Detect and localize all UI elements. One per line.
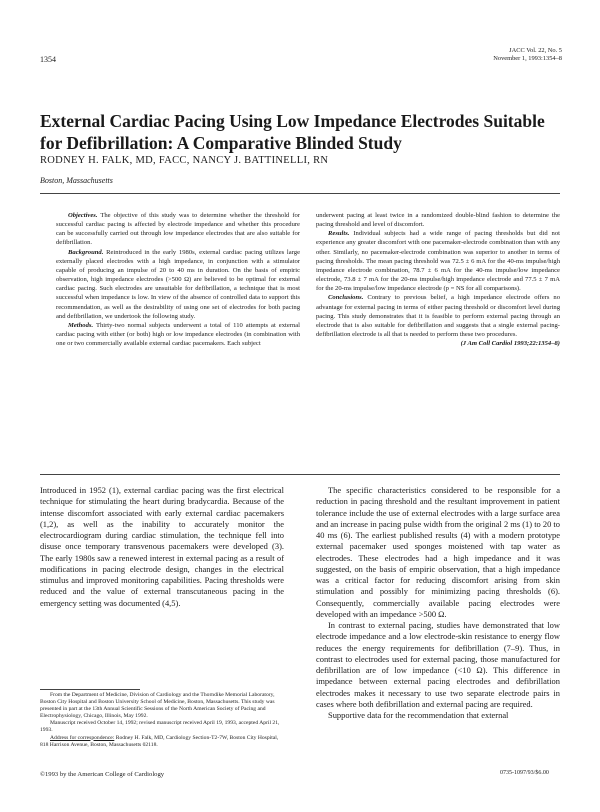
- footnote-correspondence: [40, 735, 284, 749]
- abstract-paragraph: [316, 229, 560, 293]
- abstract-text: Contrary to previous belief, a high impedance electrode offers no advantage for external pacing in terms of either pacing threshold or discomfort level during pacing. This study demonstrates that it is feasible to perform external pacing through an electrode that is also suitable for defibrillation and suggests that a single external pacing-defibrillation electrode is all that is needed to perform these two procedures.: [316, 294, 560, 339]
- article-authors: RODNEY H. FALK, MD, FACC, NANCY J. BATTINELLI, RN: [40, 155, 329, 166]
- abstract-top-divider: [40, 193, 560, 194]
- abstract-text: Reintroduced in the early 1980s, external cardiac pacing utilizes large externally placed electrodes with a high impedance, in conjunction with a stimulator capable of producing an impulse of 20 to 40 ms in duration. On the basis of empiric observation, high impedance electrodes (>500 Ω) are believed to be optimal for external cardiac pacing. Such electrodes are unsuitable for defibrillation, a technique that is most successful when impedance is low. In view of the absence of controlled data to support this recommendation, as well as the desirability of using one set of electrodes for both pacing and defibrillation, we undertook the following study.: [56, 248, 300, 320]
- body-paragraph: Introduced in 1952 (1), external cardiac pacing was the first electrical technique for stimulating the heart during bradycardia. Because of the intense discomfort associated with early external cardiac pacemakers (1,2), as well as the inability to accurately monitor the electrocardiogram during cardiac stimulation, the technique fell into disuse once temporary transvenous pacemakers were developed (3). The early 1980s saw a renewed interest in external pacing as a result of modifications in pacing electrode design, changes in the electrical stimulus and improved monitoring capabilities. Pacing thresholds were reduced and the value of external transcutaneous pacing in the emergency setting was documented (4,5).: [40, 485, 284, 608]
- abstract-heading: Background.: [68, 248, 104, 256]
- abstract-citation: (J Am Coll Cardiol 1993;22:1354–8): [460, 340, 560, 348]
- abstract-bottom-divider: [40, 474, 560, 475]
- body-left-column: [40, 485, 284, 609]
- abstract-paragraph: [316, 293, 560, 339]
- abstract-paragraph: [316, 211, 560, 229]
- body-paragraph: Supportive data for the recommendation that external: [328, 710, 509, 720]
- abstract-text: Thirty-two normal subjects underwent a total of 110 attempts at external cardiac pacing with either (or both) high or low impedance electrodes (in combination with one or two commercially available external cardiac pacemakers. Each subject: [56, 321, 300, 348]
- article-title: External Cardiac Pacing Using Low Impedance Electrodes Suitable for Defibrillation: A Comparative Blinded Study: [40, 111, 545, 153]
- abstract-text: Individual subjects had a wide range of pacing thresholds but did not experience any greater discomfort with one pacemaker-electrode combination than with any other. Similarly, no pacemaker-electrode combination was superior to another in terms of pacing thresholds. The mean pacing threshold was 72.5 ± 6 mA for the 40-ms impulse/high impedance electrode combination, 78.7 ± 6 mA for the 40-ms impulse/low impedance electrode, 73.8 ± 7 mA for the 20-ms impulse/high impedance electrode and 77.5 ± 7 mA for the 20-ms impulse/low impedance electrode (p = NS for all comparisons).: [316, 230, 560, 293]
- correspondence-label: Address for correspondence:: [50, 734, 115, 741]
- correspondence-address: Rodney H. Falk, MD, Cardiology Section-T2-7W, Boston City Hospital, 818 Harrison Avenue, Boston, Massachusetts 02118.: [40, 734, 279, 748]
- footnote-received: Manuscript received October 14, 1992; revised manuscript received April 19, 1993, accepted April 21, 1993.: [40, 720, 280, 734]
- body-paragraph: In contrast to external pacing, studies have demonstrated that low electrode impedance and a low electrode-skin resistance to energy flow reduces the energy requirements for defibrillation (7–9). Thus, in contrast to electrodes used for external pacing, those manufactured for defibrillation are of low impedance (<10 Ω). This difference in impedance between external pacing electrodes and defibrillation electrodes makes it necessary to use two separate electrode pairs in cases where both defibrillation and external pacing are required.: [316, 620, 560, 709]
- copyright-notice: ©1993 by the American College of Cardiology: [40, 771, 165, 778]
- author-location: Boston, Massachusetts: [40, 176, 113, 185]
- abstract-paragraph: [56, 211, 300, 248]
- journal-date-pages: November 1, 1993:1354–8: [493, 55, 562, 62]
- issn-code: 0735-1097/93/$6.00: [500, 770, 549, 776]
- page-number: 1354: [40, 55, 56, 64]
- body-paragraph: The specific characteristics considered to be responsible for a reduction in pacing threshold and the resultant improvement in patient tolerance include the use of external electrodes with a large surface area and an increase in pacing pulse width from the original 2 ms (1) to 20 to 40 ms (6). The earliest published results (4) with a modern prototype external pacemaker used sponges moistened with tap water as electrodes. These electrodes had a high impedance and it was suggested, on the basis of empiric observation, that a high impedance was a critical factor for reducing discomfort arising from skin stimulation and possibly for minimizing pacing thresholds (6). Consequently, commercially available pacing electrodes were developed with an impedance >500 Ω.: [316, 485, 560, 619]
- abstract-heading: Methods.: [68, 321, 94, 329]
- footnote-affiliation: From the Department of Medicine, Division of Cardiology and the Thorndike Memorial Laboratory, Boston City Hospital and Boston University School of Medicine, Boston, Massachusetts. This study was presented in part at the 13th Annual Scientific Sessions of the North American Society of Pacing and Electrophysiology, Chicago, Illinois, May 1992.: [40, 692, 275, 720]
- journal-reference: [466, 47, 562, 63]
- body-right-column: [316, 485, 560, 721]
- abstract-heading: Conclusions.: [328, 294, 364, 302]
- abstract-heading: Objectives.: [68, 212, 98, 219]
- abstract-text: underwent pacing at least twice in a randomized double-blind fashion to determine the pacing threshold and level of discomfort.: [316, 212, 560, 229]
- abstract-text: The objective of this study was to determine whether the threshold for successful cardiac pacing is affected by electrode impedance and whether this procedure can be successfully carried out through low impedance electrodes that are also suitable for defibrillation.: [56, 212, 301, 247]
- abstract-right-column: [316, 211, 560, 348]
- journal-volume: JACC Vol. 22, No. 5: [509, 47, 562, 54]
- footnotes: [40, 692, 284, 749]
- abstract-left-column: [56, 211, 300, 348]
- footnote-divider: [40, 689, 140, 690]
- abstract-paragraph: [56, 321, 300, 348]
- abstract-paragraph: [56, 248, 300, 321]
- abstract-heading: Results.: [328, 230, 350, 238]
